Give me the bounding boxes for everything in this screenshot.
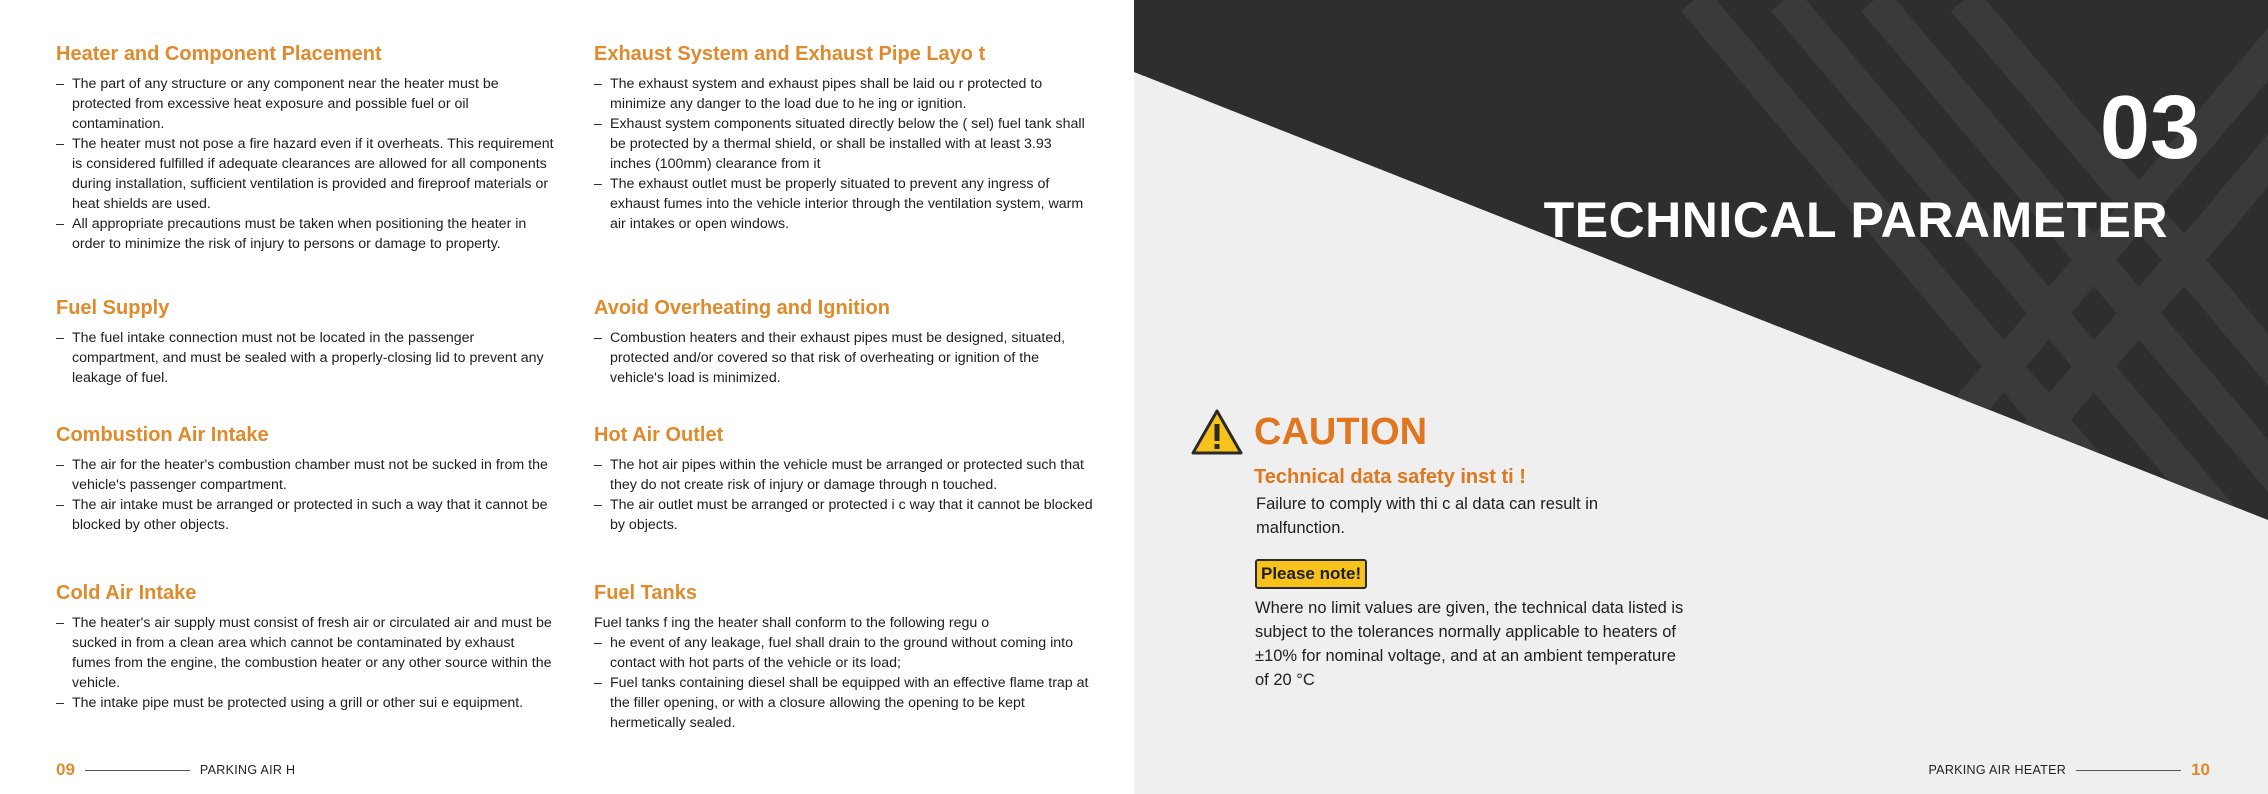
list-item: – The air intake must be arranged or protected in such a way that it cannot be blocked by other objects. [56,497,548,533]
section-avoid-overheating [594,296,1094,388]
section-title: Cold Air Intake [56,582,197,604]
footer-right [1928,760,2210,780]
section-title: Fuel Tanks [594,582,697,604]
caution-block [1190,408,1710,540]
page-number: 09 [56,760,75,779]
list-item: – Exhaust system components situated directly below the ( sel) fuel tank shall be protected by a thermal shield, or shall be installed with at least 3.93 inches (100mm) clearance from it [594,116,1085,172]
section-combustion-air-intake [56,423,556,535]
list-item: – The heater must not pose a fire hazard even if it overheats. This requirement is considered fulfilled if adequate clearances are allowed for all components during installation, sufficient ventilation is provided and fireproof materials or heat shields are used. [56,136,554,212]
list-item: – The fuel intake connection must not be located in the passenger compartment, and must be sealed with a properly-closing lid to prevent any leakage of fuel. [56,330,544,386]
list-item: – The heater's air supply must consist of fresh air or circulated air and must be sucked in from a clean area which cannot be contaminated by exhaust fumes from the engine, the combustion heater or any other source within the vehicle. [56,615,552,691]
list-item: – All appropriate precautions must be taken when positioning the heater in order to minimize the risk of injury to persons or damage to property. [56,216,527,252]
note-badge: Please note! [1255,559,1367,589]
section-fuel-tanks [594,581,1094,733]
chapter-title: TECHNICAL PARAMETER [1543,192,2168,248]
list-item: – Combustion heaters and their exhaust pipes must be designed, situated, protected and/or covered so that risk of overheating or ignition of the vehicle's load is minimized. [594,330,1066,386]
chapter-number: 03 [2099,78,2200,178]
note-body: Where no limit values are given, the technical data listed is subject to the tolerances normally applicable to heaters of ±10% for nominal voltage, and at an ambient temperature of 20 °C [1255,599,1684,689]
section-heater-placement [56,42,556,254]
list-item: – The exhaust outlet must be properly situated to prevent any ingress of exhaust fumes into the vehicle interior through the ventilation system, warm air intakes or open windows. [594,176,1084,232]
caution-header [1190,408,1710,456]
list-item: – Fuel tanks containing diesel shall be equipped with an effective flame trap at the filler opening, or with a closure allowing the opening to be kept hermetically sealed. [594,675,1089,731]
footer-label: PARKING AIR HEATER [1928,763,2067,777]
list-item: – The exhaust system and exhaust pipes shall be laid ou r protected to minimize any danger to the load due to he ing or ignition. [594,76,1043,112]
caution-subtitle: Technical data safety inst ti ! [1254,466,1526,488]
list-item: – The air outlet must be arranged or protected i c way that it cannot be blocked by objects. [594,497,1093,533]
list-item: – The hot air pipes within the vehicle must be arranged or protected such that they do not create risk of injury or damage through n touched. [594,457,1084,493]
list-item: – The intake pipe must be protected using a grill or other sui e equipment. [56,695,524,711]
section-cold-air-intake [56,581,556,713]
page-number: 10 [2191,760,2210,779]
footer-divider [2076,770,2181,771]
section-title: Exhaust System and Exhaust Pipe Layo t [594,43,986,65]
footer-left [56,760,295,780]
list-item: – The part of any structure or any component near the heater must be protected from excessive heat exposure and possible fuel or oil contamination. [56,76,499,132]
section-title: Avoid Overheating and Ignition [594,297,890,319]
section-hot-air-outlet [594,423,1094,535]
section-exhaust-system [594,42,1094,234]
caution-title: CAUTION [1254,411,1428,453]
footer-label: PARKING AIR H [199,763,296,777]
section-title: Heater and Component Placement [56,43,382,65]
warning-triangle-icon [1190,408,1244,456]
section-intro: Fuel tanks f ing the heater shall conform to the following regu o [594,615,990,631]
caution-body: Failure to comply with thi c al data can result in malfunction. [1256,495,1599,537]
list-item: – he event of any leakage, fuel shall drain to the ground without coming into contact with hot parts of the vehicle or its load; [594,635,1073,671]
list-item: – The air for the heater's combustion chamber must not be sucked in from the vehicle's passenger compartment. [56,457,548,493]
section-title: Hot Air Outlet [594,424,724,446]
footer-divider [85,770,190,771]
section-title: Fuel Supply [56,297,170,319]
section-fuel-supply [56,296,556,388]
section-title: Combustion Air Intake [56,424,269,446]
